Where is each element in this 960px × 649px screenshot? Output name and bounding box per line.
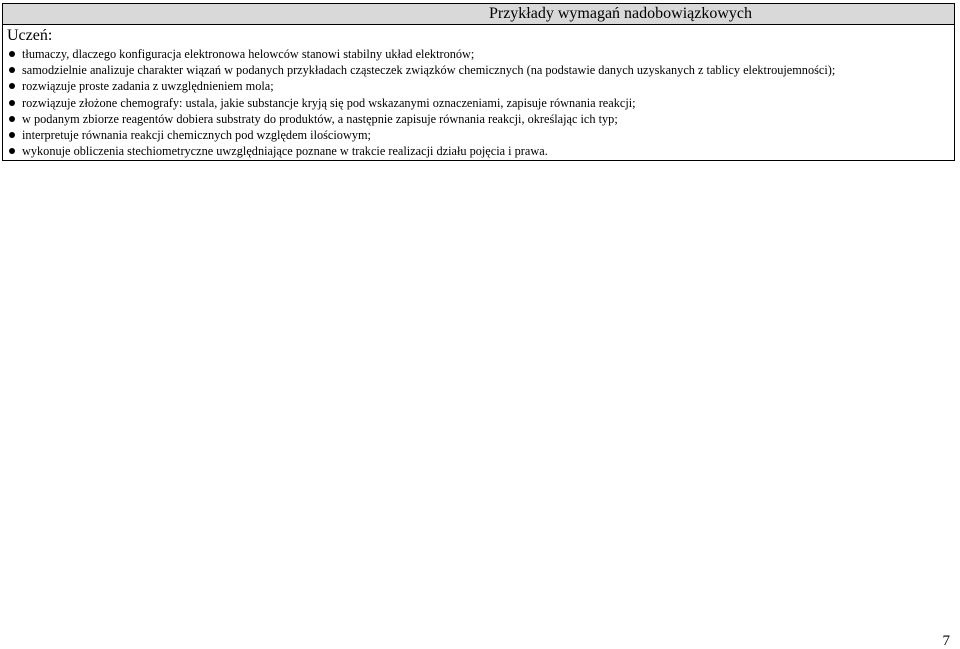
bullet-icon (9, 116, 15, 122)
list-item-text: wykonuje obliczenia stechiometryczne uwzględniające poznane w trakcie realizacji działu pojęcia i prawa. (22, 144, 548, 159)
list-item-text: interpretuje równania reakcji chemicznych pod względem ilościowym; (22, 127, 371, 142)
page-number: 7 (942, 633, 950, 649)
list-item-text: rozwiązuje proste zadania z uwzględnieniem mola; (22, 79, 274, 94)
list-item-text: samodzielnie analizuje charakter wiązań w podanych przykładach cząsteczek związków chemicznych (na podstawie danych uzyskanych z tablicy elektroujemności); (22, 63, 836, 78)
bullet-icon (9, 83, 15, 89)
bullet-icon (9, 132, 15, 138)
title-row (3, 4, 954, 25)
list-item-text: rozwiązuje złożone chemografy: ustala, jakie substancje kryją się pod wskazanymi oznaczeniami, zapisuje równania reakcji; (22, 95, 636, 110)
section-title: Przykłady wymagań nadobowiązkowych (488, 5, 753, 22)
list-item-text: tłumaczy, dlaczego konfiguracja elektronowa helowców stanowi stabilny układ elektronów; (22, 47, 475, 61)
bullet-icon (9, 51, 15, 57)
student-heading: Uczeń: (7, 27, 53, 44)
bullet-icon (9, 148, 15, 154)
bullet-icon (9, 67, 15, 73)
bullet-icon (9, 100, 15, 106)
requirements-box (2, 3, 955, 161)
list-item-text: w podanym zbiorze reagentów dobiera substraty do produktów, a następnie zapisuje równania reakcji, określając ich typ; (22, 111, 618, 126)
